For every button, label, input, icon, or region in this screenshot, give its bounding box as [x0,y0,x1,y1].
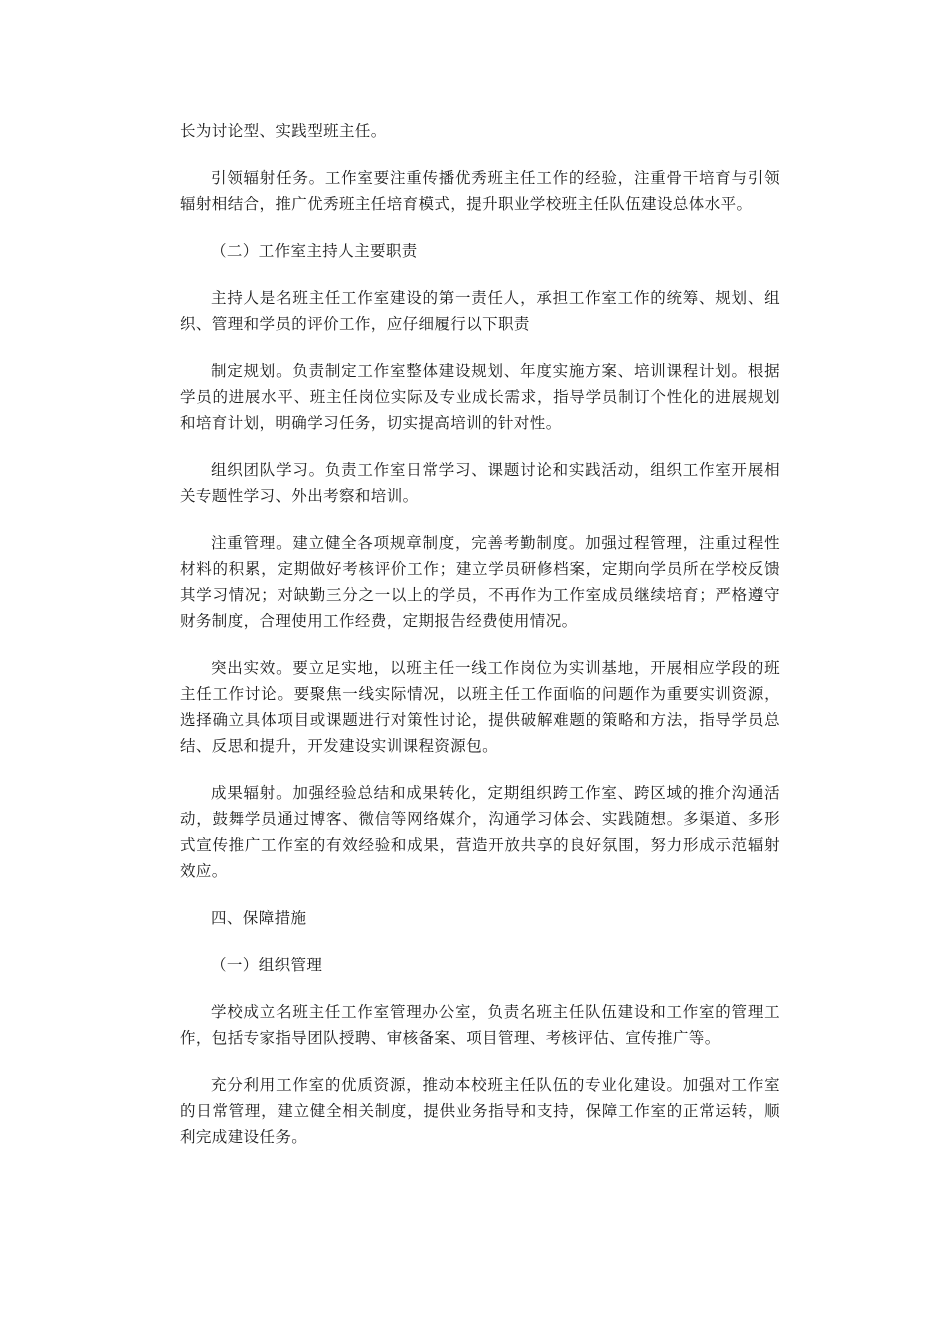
paragraph-management: 注重管理。建立健全各项规章制度，完善考勤制度。加强过程管理，注重过程性材料的积累，定期做好考核评价工作；建立学员研修档案，定期向学员所在学校反馈其学习情况；对缺勤三分之一以上的学员，不再作为工作室成员继续培育；严格遵守财务制度，合理使用工作经费，定期报告经费使用情况。 [180,534,780,630]
paragraph-resources: 充分利用工作室的优质资源，推动本校班主任队伍的专业化建设。加强对工作室的日常管理，建立健全相关制度，提供业务指导和支持，保障工作室的正常运转，顺利完成建设任务。 [180,1076,780,1146]
paragraph-effectiveness: 突出实效。要立足实地，以班主任一线工作岗位为实训基地，开展相应学段的班主任工作讨论。要聚焦一线实际情况，以班主任工作面临的问题作为重要实训资源，选择确立具体项目或课题进行对策性讨论，提供破解难题的策略和方法，指导学员总结、反思和提升，开发建设实训课程资源包。 [180,659,780,755]
paragraph-continuation: 长为讨论型、实践型班主任。 [180,122,387,140]
section-heading-safeguards: 四、保障措施 [211,909,307,927]
section-heading-host-duties: （二）工作室主持人主要职责 [211,242,418,260]
section-heading-organization: （一）组织管理 [211,956,323,974]
paragraph-radiation-task: 引领辐射任务。工作室要注重传播优秀班主任工作的经验，注重骨干培育与引领辐射相结合，推广优秀班主任培育模式，提升职业学校班主任队伍建设总体水平。 [180,169,780,213]
paragraph-results: 成果辐射。加强经验总结和成果转化，定期组织跨工作室、跨区域的推介沟通活动，鼓舞学员通过博客、微信等网络媒介，沟通学习体会、实践随想。多渠道、多形式宣传推广工作室的有效经验和成果，营造开放共享的良好氛围，努力形成示范辐射效应。 [180,784,780,880]
paragraph-team-study: 组织团队学习。负责工作室日常学习、课题讨论和实践活动，组织工作室开展相关专题性学习、外出考察和培训。 [180,461,780,505]
document-body [180,118,780,1171]
paragraph-planning: 制定规划。负责制定工作室整体建设规划、年度实施方案、培训课程计划。根据学员的进展水平、班主任岗位实际及专业成长需求，指导学员制订个性化的进展规划和培育计划，明确学习任务，切实提高培训的针对性。 [180,362,780,432]
paragraph-office: 学校成立名班主任工作室管理办公室，负责名班主任队伍建设和工作室的管理工作，包括专家指导团队授聘、审核备案、项目管理、考核评估、宣传推广等。 [180,1003,780,1047]
paragraph-host-intro: 主持人是名班主任工作室建设的第一责任人，承担工作室工作的统筹、规划、组织、管理和学员的评价工作，应仔细履行以下职责 [180,289,780,333]
